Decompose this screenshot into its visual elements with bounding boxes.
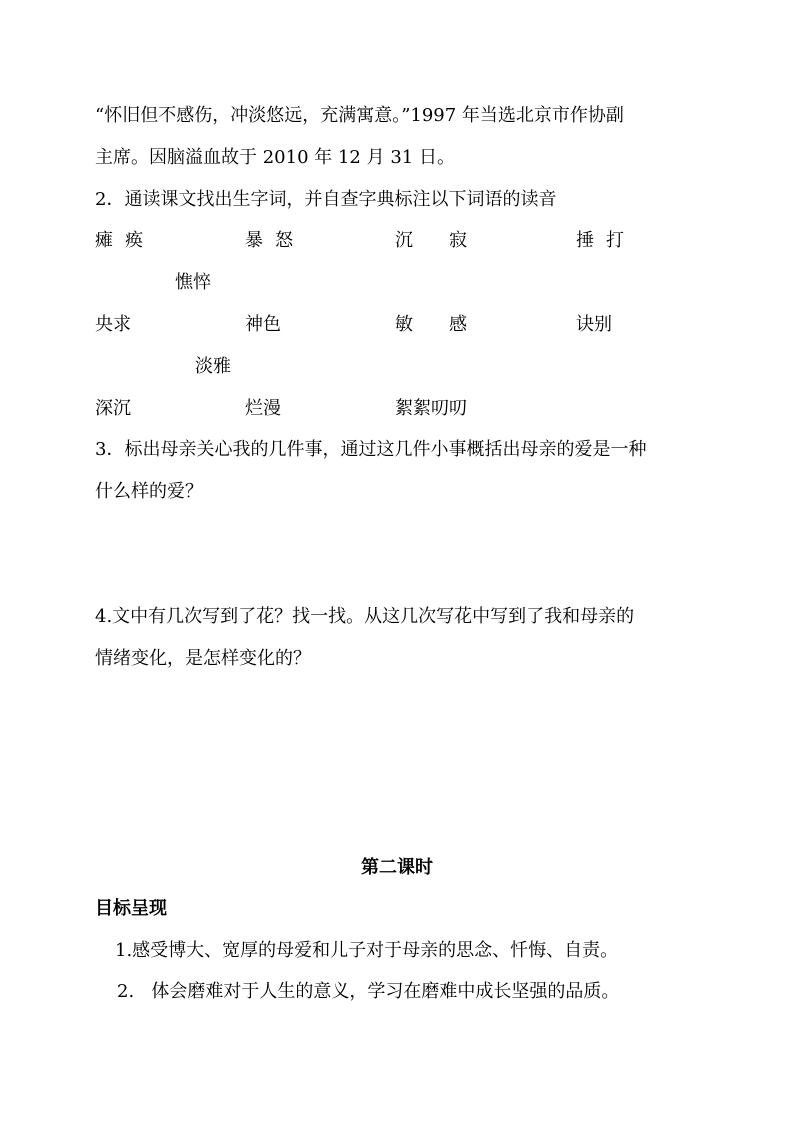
section-title: 第二课时 xyxy=(361,857,433,878)
goal-heading: 目标呈现 xyxy=(95,898,167,919)
question-3-line-1: 3．标出母亲关心我的几件事，通过这几件小事概括出母亲的爱是一种 xyxy=(95,439,647,460)
question-4-line-2: 情绪变化，是怎样变化的？ xyxy=(95,648,311,669)
goal-item: 1.感受博大、宽厚的母爱和儿子对于母亲的思念、忏悔、自责。 xyxy=(115,940,619,961)
vocab-word: 神色 xyxy=(245,314,281,335)
question-3-line-2: 什么样的爱？ xyxy=(95,481,203,502)
vocab-word: 央求 xyxy=(95,314,131,335)
question-4-line-1: 4.文中有几次写到了花？找一找。从这几次写花中写到了我和母亲的 xyxy=(95,606,635,627)
vocab-word: 诀别 xyxy=(576,314,612,335)
vocab-word: 深沉 xyxy=(95,398,131,419)
vocab-word: 憔悴 xyxy=(175,272,211,293)
question-2: 2．通读课文找出生字词，并自查字典标注以下词语的读音 xyxy=(95,189,557,210)
intro-line-1: “怀旧但不感伤，冲淡悠远，充满寓意。”1997 年当选北京市作协副 xyxy=(95,105,624,126)
intro-line-2: 主席。因脑溢血故于 2010 年 12 月 31 日。 xyxy=(95,147,455,168)
vocab-word: 敏感 xyxy=(395,314,503,335)
vocab-word: 瘫痪 xyxy=(95,230,155,251)
vocab-word: 沉寂 xyxy=(395,230,503,251)
vocab-word: 捶打 xyxy=(576,230,636,251)
vocab-word: 淡雅 xyxy=(195,356,231,377)
vocab-word: 絮絮叨叨 xyxy=(395,398,467,419)
goal-item: 2. 体会磨难对于人生的意义，学习在磨难中成长坚强的品质。 xyxy=(117,981,620,1002)
vocab-word: 暴怒 xyxy=(245,230,305,251)
vocab-word: 烂漫 xyxy=(245,398,281,419)
